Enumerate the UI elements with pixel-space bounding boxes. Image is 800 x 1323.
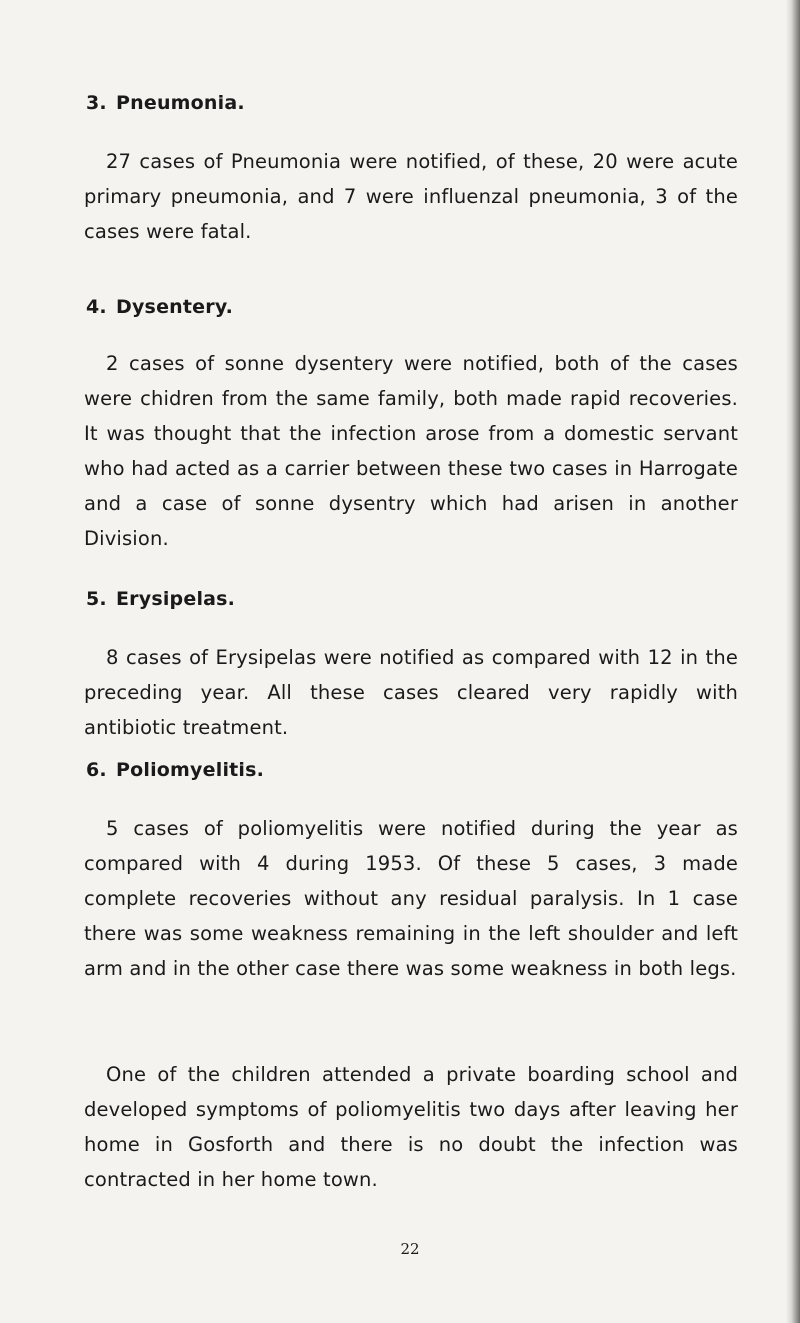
section-heading-dysentery (86, 296, 233, 318)
paragraph-poliomyelitis-1: 5 cases of poliomyelitis were notified during the year as compared with 4 during 1953. Of these 5 cases, 3 made complete recoveries without any residual paralysis. In 1 case there was some weakness remaining in the left shoulder and left arm and in the other case there was some weakness in both legs. (84, 817, 738, 980)
section-title: Poliomyelitis. (116, 759, 265, 781)
section-heading-pneumonia (86, 92, 245, 114)
page-number: 22 (400, 1240, 420, 1258)
section-number: 5. (86, 588, 107, 610)
section-heading-poliomyelitis (86, 759, 264, 781)
section-number: 3. (86, 92, 107, 114)
section-number: 4. (86, 296, 107, 318)
paragraph-poliomyelitis-2: One of the children attended a private boarding school and developed symptoms of poliomyelitis two days after leaving her home in Gosforth and there is no doubt the infection was contracted in her home town. (84, 1063, 738, 1191)
section-heading-erysipelas (86, 588, 235, 610)
paragraph-erysipelas: 8 cases of Erysipelas were notified as compared with 12 in the preceding year. All these cases cleared very rapidly with antibiotic treatment. (84, 646, 738, 739)
section-number: 6. (86, 759, 107, 781)
paragraph-pneumonia: 27 cases of Pneumonia were notified, of these, 20 were acute primary pneumonia, and 7 were influenzal pneumonia, 3 of the cases were fatal. (84, 150, 738, 243)
section-title: Pneumonia. (116, 92, 245, 114)
section-title: Erysipelas. (116, 588, 236, 610)
paragraph-dysentery: 2 cases of sonne dysentery were notified, both of the cases were chidren from the same family, both made rapid recoveries. It was thought that the infection arose from a domestic servant who had acted as a carrier between these two cases in Harrogate and a case of sonne dysentry which had arisen in another Division. (84, 352, 738, 550)
section-title: Dysentery. (116, 296, 234, 318)
page-edge-shadow (786, 0, 800, 1323)
